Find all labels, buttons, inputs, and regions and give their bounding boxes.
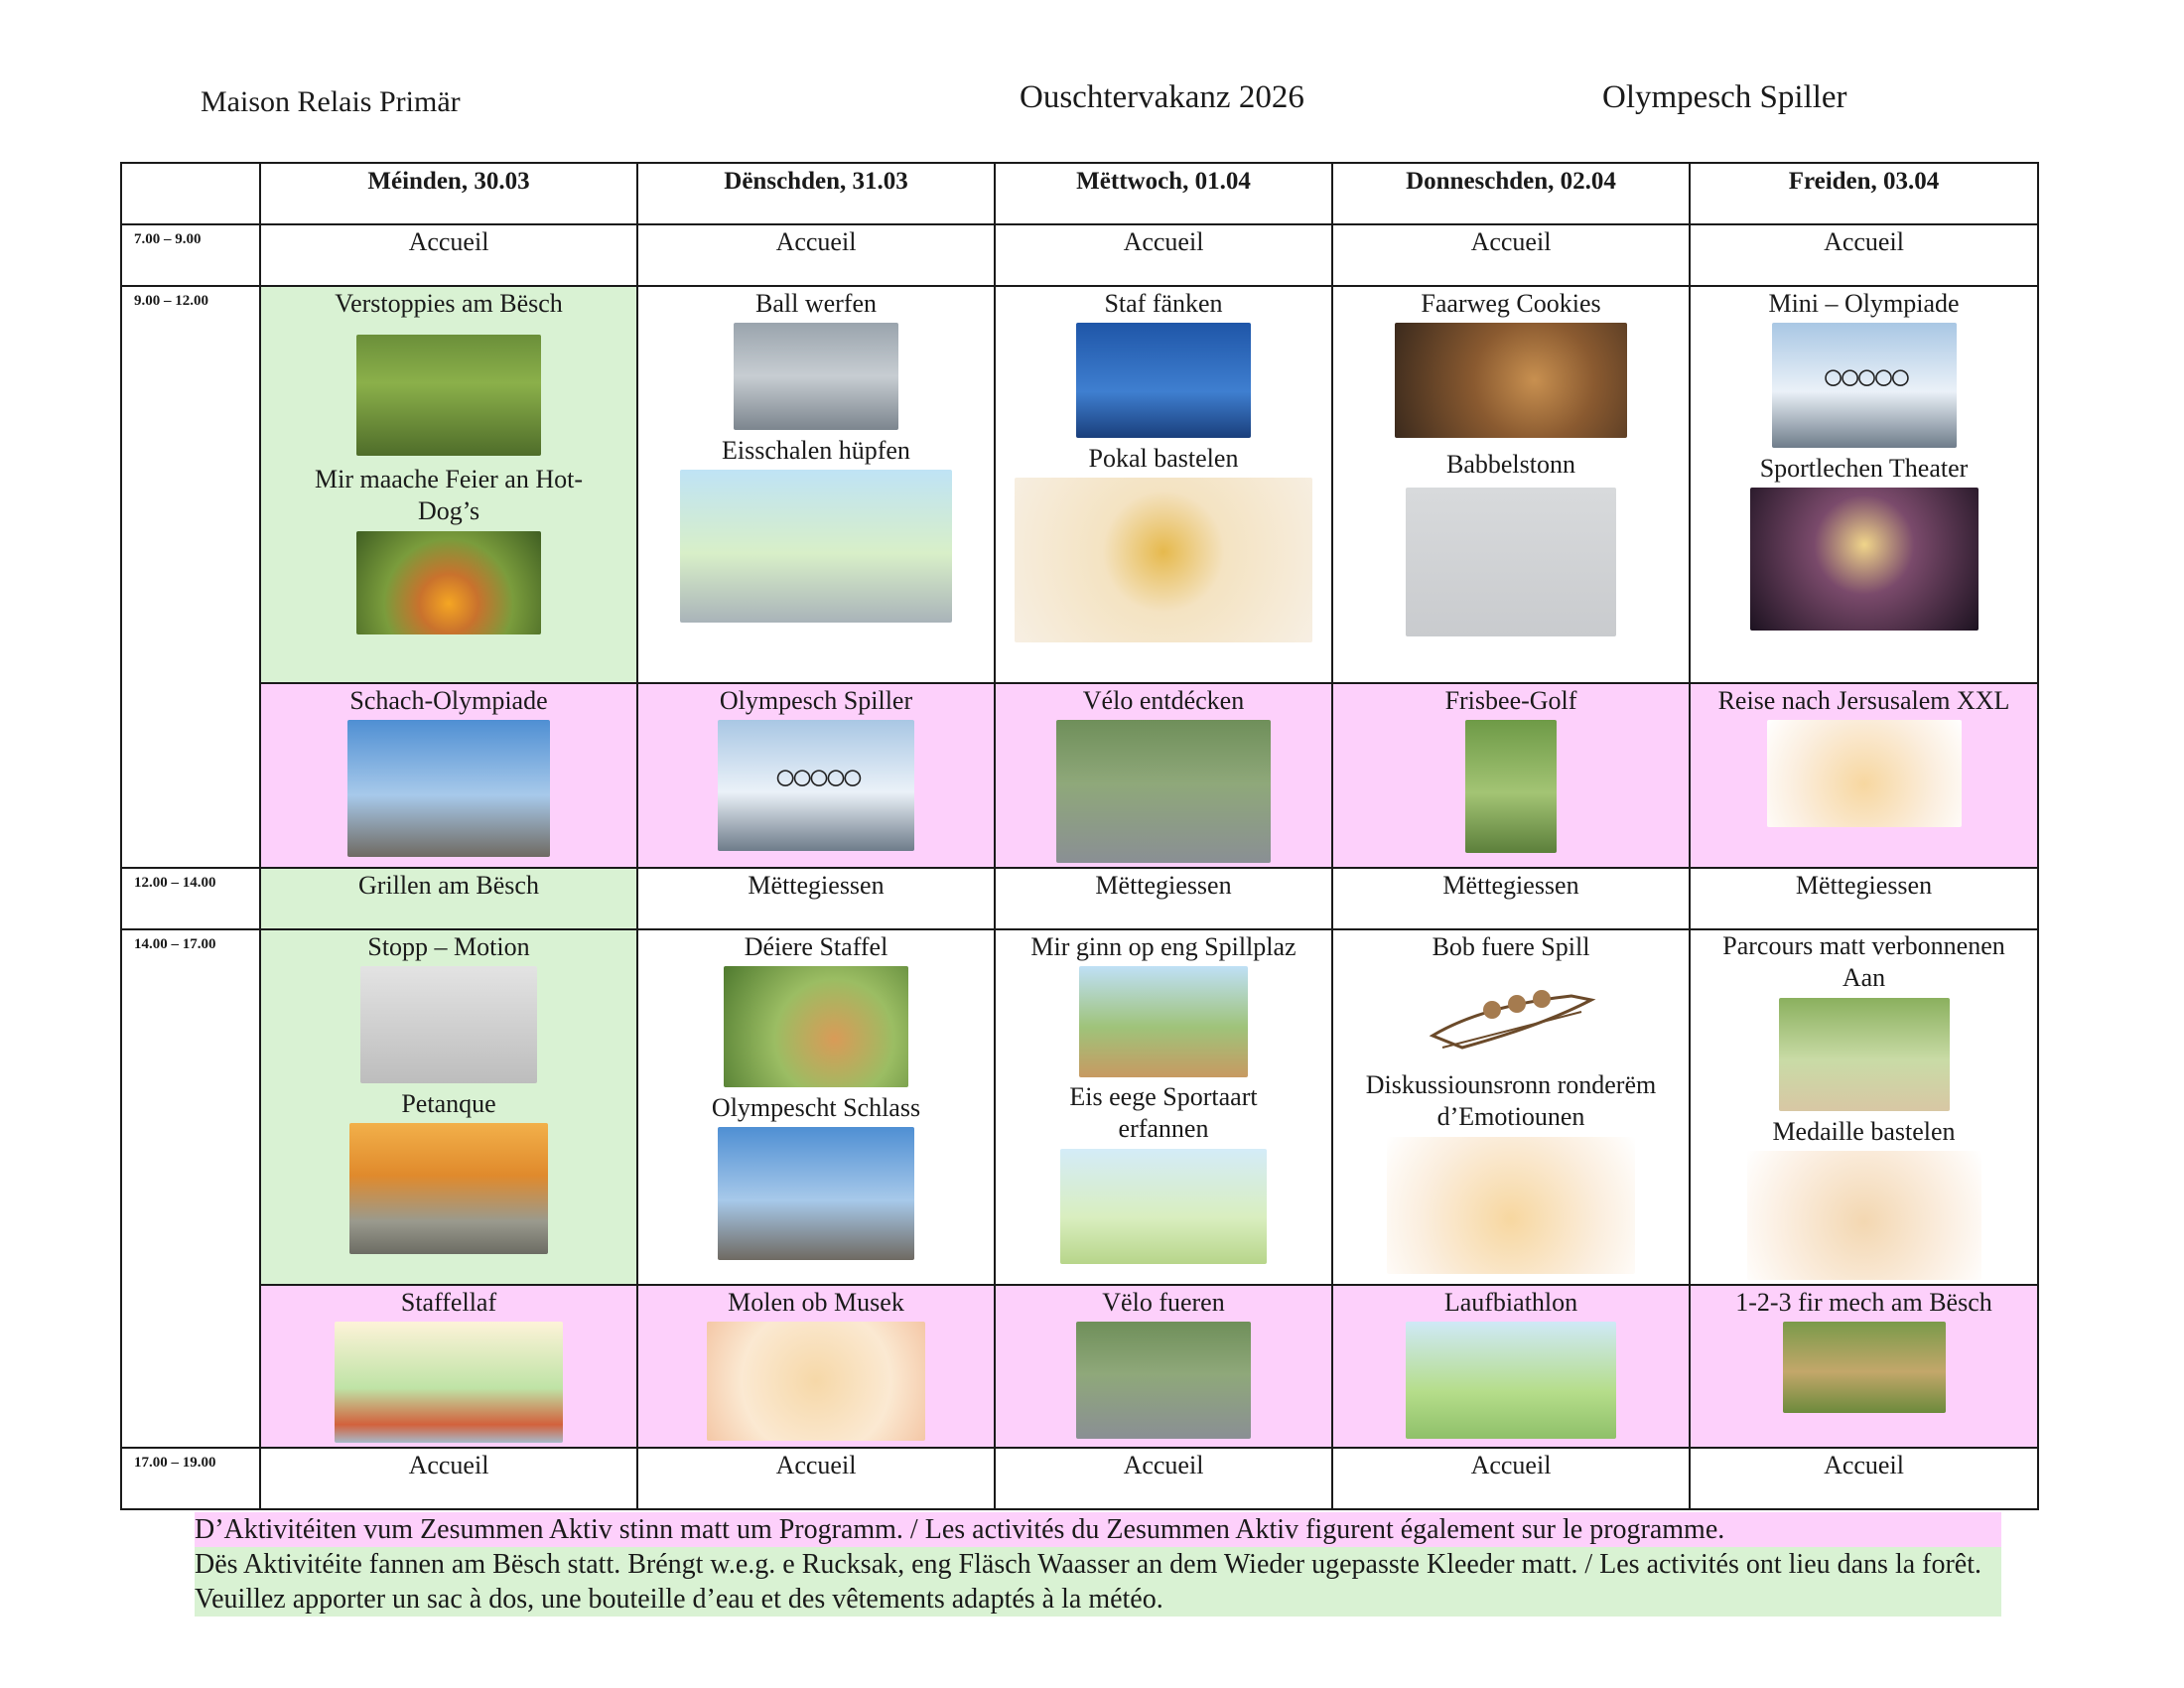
activity-title: Petanque	[401, 1089, 496, 1118]
activity-title: Molen ob Musek	[728, 1288, 904, 1317]
activity-title: Eis eege Sportaart erfannen	[1069, 1082, 1258, 1143]
activity-cell-fri-morning-b	[1690, 683, 2038, 868]
activity-cell-thu-afternoon	[1332, 929, 1690, 1285]
time-slot-7-9: 7.00 – 9.00	[121, 224, 260, 286]
day-header-tue: Dënschden, 31.03	[637, 163, 995, 224]
time-slot-14-17: 14.00 – 17.00	[121, 929, 260, 1448]
organisation-name: Maison Relais Primär	[201, 85, 461, 118]
colourful-cookies-image	[1395, 323, 1627, 438]
activity-cell-tue-morning	[637, 286, 995, 683]
activity-title: Vélo entdécken	[1082, 686, 1245, 715]
kids-running-biathlon-image	[1406, 1322, 1616, 1439]
row-afternoon-a	[121, 929, 2038, 1285]
girl-throwing-ball-image	[734, 323, 898, 430]
day-header-row	[121, 163, 2038, 224]
bobsleigh-sketch-image	[1423, 966, 1599, 1057]
time-slot-9-12: 9.00 – 12.00	[121, 286, 260, 868]
forest-activity-note: Dës Aktivitéite fannen am Bësch statt. Bréngt w.e.g. e Rucksak, eng Fläsch Waasser an dem Wieder ugepasste Kleeder matt. / Les activités ont lieu dans la forêt. Veuillez apporter un sac à dos, une bouteille d’eau et des vêtements adaptés à la météo.	[195, 1547, 2001, 1617]
activity-title: Babbelstonn	[1446, 450, 1575, 479]
kids-inventing-sport-image	[1060, 1149, 1267, 1264]
activity-cell-wed-morning-b	[995, 683, 1332, 868]
film-clapperboard-image	[360, 966, 537, 1083]
activity-title: Mini – Olympiade	[1768, 289, 1960, 318]
kids-crafting-trophy-image	[1015, 478, 1312, 642]
olympic-rings-icon: ○○○○○	[1822, 356, 1906, 399]
activity-title: Verstoppies am Bësch	[335, 289, 563, 318]
relay-race-kids-image	[335, 1322, 563, 1443]
schedule-title: Ouschtervakanz 2026	[1020, 79, 1304, 115]
activity-title: Bob fuere Spill	[1432, 932, 1590, 961]
hamster-with-flag-image	[724, 966, 908, 1087]
activity-title: Sportlechen Theater	[1759, 454, 1969, 483]
theme-title: Olympesch Spiller	[1602, 79, 1847, 115]
activity-title: Vëlo fueren	[1102, 1288, 1225, 1317]
accueil-cell: Accueil	[260, 224, 637, 286]
olympic-rings-icon: ○○○○○	[773, 757, 859, 799]
accueil-cell: Accueil	[637, 224, 995, 286]
activity-cell-wed-morning	[995, 286, 1332, 683]
activity-title: Medaille bastelen	[1772, 1117, 1956, 1146]
row-lunch	[121, 868, 2038, 929]
bobsleigh-icon	[1423, 966, 1599, 1057]
lunch-cell-tue: Mëttegiessen	[637, 868, 995, 929]
activity-cell-mon-afternoon-b	[260, 1285, 637, 1448]
child-riding-bike-image	[1076, 1322, 1251, 1439]
activity-title: Olympescht Schlass	[711, 1093, 921, 1122]
activity-cell-wed-afternoon	[995, 929, 1332, 1285]
olympic-rings-mountains-image	[1772, 323, 1957, 448]
activity-title: Frisbee-Golf	[1444, 686, 1577, 715]
lunch-cell-thu: Mëttegiessen	[1332, 868, 1690, 929]
activity-cell-wed-afternoon-b	[995, 1285, 1332, 1448]
time-slot-12-14: 12.00 – 14.00	[121, 868, 260, 929]
lunch-cell-mon: Grillen am Bësch	[260, 868, 637, 929]
day-header-thu: Donneschden, 02.04	[1332, 163, 1690, 224]
playground-image	[1079, 966, 1248, 1077]
day-header-mon: Méinden, 30.03	[260, 163, 637, 224]
activity-cell-fri-morning	[1690, 286, 2038, 683]
accueil-cell: Accueil	[995, 1448, 1332, 1509]
day-header-fri: Freiden, 03.04	[1690, 163, 2038, 224]
accueil-cell: Accueil	[1332, 1448, 1690, 1509]
relay-baton-image	[1076, 323, 1251, 438]
accueil-cell: Accueil	[637, 1448, 995, 1509]
kids-with-speech-balloons-image	[1406, 488, 1616, 636]
blindfolded-parcours-image	[1779, 998, 1950, 1111]
activity-cell-thu-morning-b	[1332, 683, 1690, 868]
activity-cell-tue-morning-b	[637, 683, 995, 868]
row-evening-accueil	[121, 1448, 2038, 1509]
activity-title: Faarweg Cookies	[1421, 289, 1601, 318]
musical-chairs-image	[1767, 720, 1962, 827]
activity-title: Reise nach Jersusalem XXL	[1717, 686, 2010, 715]
olympic-stadium-image	[718, 1127, 914, 1260]
activity-cell-thu-morning	[1332, 286, 1690, 683]
petanque-balls-image	[349, 1123, 548, 1254]
activity-cell-mon-morning	[260, 286, 637, 683]
activity-title: Mir ginn op eng Spillplaz	[1030, 932, 1297, 961]
accueil-cell: Accueil	[1690, 1448, 2038, 1509]
accueil-cell: Accueil	[1690, 224, 2038, 286]
activity-title: Eisschalen hüpfen	[722, 436, 910, 465]
frisbee-golf-image	[1465, 720, 1557, 853]
day-header-wed: Mëttwoch, 01.04	[995, 163, 1332, 224]
accueil-cell: Accueil	[260, 1448, 637, 1509]
activity-title: Olympesch Spiller	[719, 686, 913, 715]
activity-title: Ball werfen	[754, 289, 877, 318]
olympic-stadium-image	[347, 720, 550, 857]
accueil-cell: Accueil	[995, 224, 1332, 286]
activity-cell-tue-afternoon-b	[637, 1285, 995, 1448]
row-early-accueil	[121, 224, 2038, 286]
activity-title: Staffellaf	[400, 1288, 497, 1317]
kids-hopping-on-shells-image	[680, 470, 952, 623]
activity-title: Mir maache Feier an Hot-Dog’s	[314, 465, 583, 525]
row-morning-b	[121, 683, 2038, 868]
activity-cell-fri-afternoon	[1690, 929, 2038, 1285]
activity-title: Déiere Staffel	[744, 932, 888, 961]
activity-cell-tue-afternoon	[637, 929, 995, 1285]
activity-cell-fri-afternoon-b	[1690, 1285, 2038, 1448]
lunch-cell-fri: Mëttegiessen	[1690, 868, 2038, 929]
campfire-image	[356, 531, 541, 634]
corner-cell	[121, 163, 260, 224]
activity-title: Laufbiathlon	[1443, 1288, 1578, 1317]
kids-playing-in-forest-image	[1783, 1322, 1946, 1413]
child-riding-bike-image	[1056, 720, 1271, 863]
activity-cell-mon-afternoon	[260, 929, 637, 1285]
theater-stage-image	[1750, 488, 1979, 631]
accueil-cell: Accueil	[1332, 224, 1690, 286]
activity-title: Pokal bastelen	[1088, 444, 1239, 473]
zesummen-aktiv-note: D’Aktivitéiten vum Zesummen Aktiv stinn matt um Programm. / Les activités du Zesummen Aktiv figurent également sur le programme.	[195, 1512, 2001, 1547]
lunch-cell-wed: Mëttegiessen	[995, 868, 1332, 929]
activity-cell-thu-afternoon-b	[1332, 1285, 1690, 1448]
olympic-rings-snow-image	[718, 720, 914, 851]
activity-title: Diskussiounsronn ronderëm d’Emotiounen	[1365, 1070, 1657, 1131]
activity-title: Parcours matt verbonnenen Aan	[1722, 931, 2005, 992]
emotion-discussion-circle-image	[1387, 1137, 1635, 1274]
row-afternoon-b	[121, 1285, 2038, 1448]
kids-painting-to-music-image	[707, 1322, 925, 1441]
activity-title: Staf fänken	[1104, 289, 1223, 318]
kids-hiding-in-forest-image	[356, 335, 541, 456]
weekly-schedule-table	[120, 162, 2039, 1510]
time-slot-17-19: 17.00 – 19.00	[121, 1448, 260, 1509]
activity-title: Schach-Olympiade	[349, 686, 548, 715]
activity-title: Stopp – Motion	[367, 932, 530, 961]
row-morning-a	[121, 286, 2038, 683]
activity-title: 1-2-3 fir mech am Bësch	[1735, 1288, 1992, 1317]
kids-crafting-medals-image	[1747, 1151, 1981, 1280]
activity-cell-mon-morning-b	[260, 683, 637, 868]
